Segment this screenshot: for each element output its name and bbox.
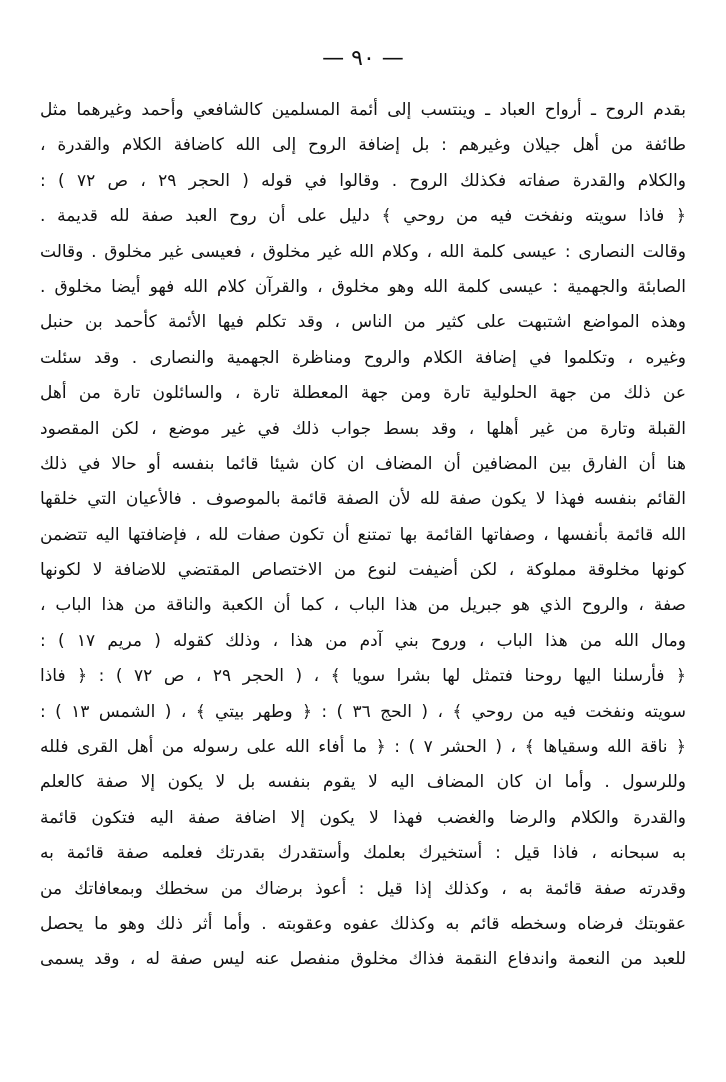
- text-line: طائفة من أهل جيلان وغيرهم : بل إضافة الروح إلى الله كاضافة الكلام والقدرة ،: [40, 135, 686, 156]
- text-line: القائم بنفسه فهذا لا يكون صفة لله لأن الصفة قائمة بالموصوف . فالأعيان التي خلقها: [40, 489, 686, 510]
- text-line: به سبحانه ، فاذا قيل : أستخيرك بعلمك وأستقدرك بقدرتك فعلمه صفة قائمة به: [40, 843, 686, 864]
- text-line: ﴿ فاذا سويته ونفخت فيه من روحي ﴾ دليل على أن روح العبد صفة لله قديمة .: [40, 206, 686, 227]
- text-line: للعبد من النعمة واندفاع النقمة فذاك مخلوق منفصل عنه ليس صفة له ، وقد يسمى: [40, 949, 686, 970]
- text-line: بقدم الروح ـ أرواح العباد ـ وينتسب إلى أئمة المسلمين كالشافعي وأحمد وغيرهما مثل: [40, 100, 686, 120]
- text-line: ﴿ فأرسلنا اليها روحنا فتمثل لها بشرا سويا ﴾ ، ( الحجر ٢٩ ، ص ٧٢ ) : ﴿ فاذا: [40, 666, 686, 687]
- text-line: الصابئة والجهمية : عيسى كلمة الله وهو مخلوق ، والقرآن كلام الله فهو أيضا مخلوق .: [40, 276, 686, 297]
- text-line: هنا أن الفارق بين المضافين أن المضاف ان كان شيئا قائما بنفسه أو حالا في ذلك: [40, 453, 686, 474]
- page-number: — ٩٠ —: [322, 46, 404, 71]
- text-line: ﴿ ناقة الله وسقياها ﴾ ، ( الحشر ٧ ) : ﴿ ما أفاء الله على رسوله من أهل القرى فلله: [40, 737, 686, 758]
- text-line: عقوبتك فرضاه وسخطه قائم به وكذلك عفوه وعقوبته . وأما أثر ذلك وهو ما يحصل: [40, 913, 686, 934]
- text-line: وقالت النصارى : عيسى كلمة الله ، وكلام الله غير مخلوق ، فعيسى غير مخلوق . وقالت: [40, 241, 686, 262]
- text-line: الله قائمة بأنفسها ، وصفاتها القائمة بها تمتنع أن تكون صفات لله ، فإضافتها اليه تتضمن: [40, 524, 686, 545]
- text-line: والقدرة والكلام والرضا والغضب فهذا لا يكون إلا اضافة صفة اليه فتكون قائمة: [40, 807, 686, 828]
- text-line: وهذه المواضع اشتبهت على كثير من الناس ، وقد تكلم فيها الأئمة كأحمد بن حنبل: [40, 312, 686, 333]
- text-line: القبلة وتارة من غير أهلها ، وقد بسط جواب ذلك في غير موضع ، لكن المقصود: [40, 418, 686, 439]
- text-line: عن ذلك من جهة الحلولية تارة ومن جهة المعطلة تارة ، والسائلون تارة من أهل: [40, 383, 686, 404]
- text-line: والكلام والقدرة صفاته فكذلك الروح . وقالوا في قوله ( الحجر ٢٩ ، ص ٧٢ ) :: [40, 170, 686, 191]
- text-line: سويته ونفخت فيه من روحي ﴾ ، ( الحج ٣٦ ) : ﴿ وطهر بيتي ﴾ ، ( الشمس ١٣ ) :: [40, 701, 686, 722]
- body-text: [40, 93, 686, 978]
- text-line: صفة ، والروح الذي هو جبريل من هذا الباب ، كما أن الكعبة والناقة من هذا الباب ،: [40, 595, 686, 616]
- text-line: ومال الله من هذا الباب ، وروح بني آدم من هذا ، وذلك كقوله ( مريم ١٧ ) :: [40, 630, 686, 651]
- text-line: كونها مخلوقة مملوكة ، لكن أضيفت لنوع من الاختصاص المقتضي للاضافة لا لكونها: [40, 560, 686, 581]
- text-line: وغيره ، وتكلموا في إضافة الكلام والروح ومناظرة الجهمية والنصارى . وقد سئلت: [40, 347, 686, 368]
- text-line: وقدرته صفة قائمة به ، وكذلك إذا قيل : أعوذ برضاك من سخطك وبمعافاتك من: [40, 878, 686, 899]
- text-line: وللرسول . وأما ان كان المضاف اليه لا يقوم بنفسه بل لا يكون إلا صفة كالعلم: [40, 772, 686, 793]
